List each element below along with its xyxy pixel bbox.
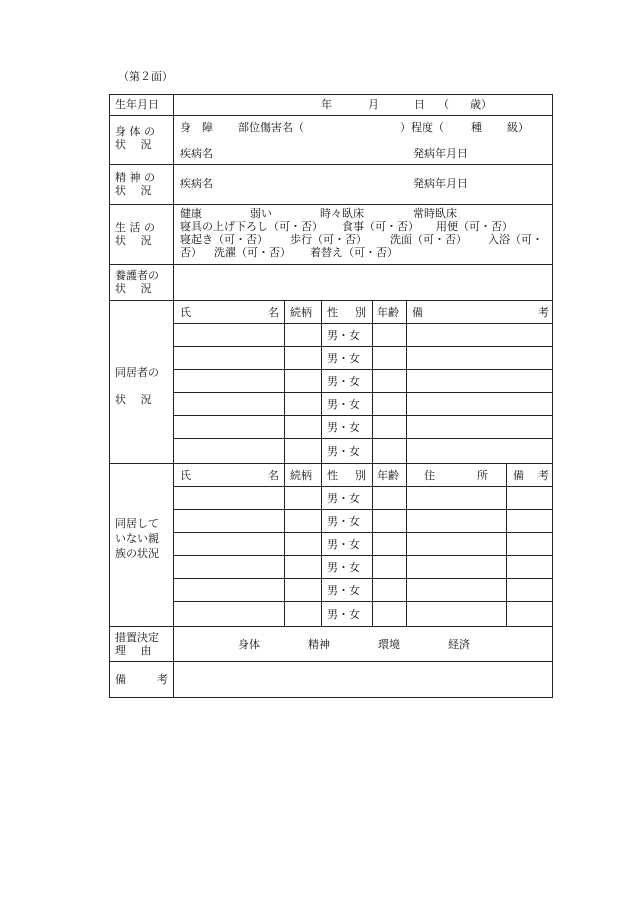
body-disease: 疾病名 <box>180 147 213 160</box>
mental-onset: 発病年月日 <box>413 177 468 190</box>
border-bottom <box>109 697 553 698</box>
row-divider-caregiver <box>109 300 553 301</box>
cohabitant-row-line <box>173 392 553 393</box>
body-grade: 級） <box>507 121 529 134</box>
row-divider-birth <box>109 115 553 116</box>
relative-row-line <box>173 509 553 510</box>
relative-sex-cell: 男・女 <box>327 492 360 505</box>
birth-day: 日 <box>414 98 425 111</box>
cohabitant-col-line <box>372 300 373 463</box>
life-health: 健康 <box>180 207 202 220</box>
life-bathing: 入浴（可・ <box>488 233 543 246</box>
relatives-header-name-left: 氏 <box>180 469 191 482</box>
caregiver-label <box>115 269 169 295</box>
life-getting-up: 寝起き（可・否） <box>180 233 268 246</box>
measure-reason-label <box>115 631 169 657</box>
measure-reason-label-line1: 措置決定 <box>115 631 159 644</box>
relative-sex-cell: 男・女 <box>327 561 360 574</box>
cohabitants-label-line2: 状 況 <box>115 393 152 406</box>
cohabitant-row-line <box>173 369 553 370</box>
relative-col-line <box>406 463 407 626</box>
cohabitant-sex-cell: 男・女 <box>327 445 360 458</box>
relative-row-line <box>173 601 553 602</box>
border-right <box>552 94 553 698</box>
body-kind: 種 <box>471 121 482 134</box>
relative-row-line <box>173 578 553 579</box>
cohabitant-col-line <box>406 300 407 463</box>
row-divider-life <box>109 264 553 265</box>
relatives-header-age: 年齢 <box>377 469 399 482</box>
relatives-header-sex-right: 別 <box>355 469 366 482</box>
assessment-form <box>109 94 553 698</box>
cohabitant-row-line <box>173 415 553 416</box>
row-divider-relatives <box>109 626 553 627</box>
relatives-header-address-left: 住 <box>424 469 435 482</box>
birth-month: 月 <box>368 98 379 111</box>
cohabitants-header-sex-right: 別 <box>355 306 366 319</box>
cohabitants-header-name-right: 名 <box>268 306 279 319</box>
border-top <box>109 94 553 95</box>
cohabitant-row-line <box>173 346 553 347</box>
relatives-label <box>115 516 169 561</box>
cohabitants-header-notes-left: 備 <box>412 306 423 319</box>
life-laundry: 洗濯（可・否） <box>214 246 291 259</box>
relatives-label-line1: 同居して <box>115 517 159 530</box>
relative-row-line <box>173 486 553 487</box>
cohabitant-sex-cell: 男・女 <box>327 421 360 434</box>
row-divider-body <box>109 164 553 165</box>
cohabitant-col-line <box>284 300 285 463</box>
relative-sex-cell: 男・女 <box>327 584 360 597</box>
cohabitants-label <box>115 359 169 413</box>
cohabitant-row-line <box>173 438 553 439</box>
body-disability: 身 障 <box>180 121 213 134</box>
remarks-label-left: 備 <box>115 673 126 686</box>
cohabitant-sex-cell: 男・女 <box>327 375 360 388</box>
cohabitants-header-relation: 続柄 <box>290 306 312 319</box>
row-divider-measure <box>109 661 553 662</box>
relatives-header-name-right: 名 <box>268 469 279 482</box>
body-onset: 発病年月日 <box>413 147 468 160</box>
mental-disease: 疾病名 <box>180 177 213 190</box>
life-bedding: 寝具の上げ下ろし（可・否） <box>180 220 323 233</box>
relatives-header-address-right: 所 <box>477 469 488 482</box>
relative-col-line <box>506 463 507 626</box>
mental-status-label-line1: 精 神 の <box>115 171 155 184</box>
relative-col-line <box>372 463 373 626</box>
reason-physical: 身体 <box>238 638 260 651</box>
relatives-label-line2: いない親 <box>115 532 159 545</box>
relatives-label-line3: 族の状況 <box>115 547 159 560</box>
life-status-label <box>115 221 169 247</box>
cohabitant-sex-cell: 男・女 <box>327 352 360 365</box>
life-always-bed: 常時臥床 <box>413 207 457 220</box>
cohabitant-sex-cell: 男・女 <box>327 398 360 411</box>
birth-age-open: （ <box>438 98 449 111</box>
birth-age: 歳） <box>470 98 492 111</box>
cohabitant-sex-cell: 男・女 <box>327 329 360 342</box>
life-dressing: 着替え（可・否） <box>310 246 398 259</box>
cohabitants-header-name-left: 氏 <box>180 306 191 319</box>
reason-environment: 環境 <box>378 638 400 651</box>
relatives-header-relation: 続柄 <box>290 469 312 482</box>
body-part-close: ）程度（ <box>400 121 444 134</box>
remarks-label-right: 考 <box>157 673 168 686</box>
mental-status-label <box>115 171 169 197</box>
reason-economy: 経済 <box>448 638 470 651</box>
relative-row-line <box>173 532 553 533</box>
cohabitants-header-sex-left: 性 <box>327 306 338 319</box>
birth-year: 年 <box>321 98 332 111</box>
mental-status-label-line2: 状 況 <box>115 184 152 197</box>
cohabitants-header-notes-right: 考 <box>538 306 549 319</box>
relatives-header-sex-left: 性 <box>327 469 338 482</box>
cohabitants-header-age: 年齢 <box>377 306 399 319</box>
relatives-header-notes-right: 考 <box>538 469 549 482</box>
body-status-label-line1: 身 体 の <box>115 125 155 138</box>
relative-row-line <box>173 555 553 556</box>
cohabitant-col-line <box>321 300 322 463</box>
life-weak: 弱い <box>250 207 272 220</box>
life-sometimes-bed: 時々臥床 <box>320 207 364 220</box>
cohabitant-row-line <box>173 323 553 324</box>
measure-reason-label-line2: 理 由 <box>115 644 152 657</box>
life-status-label-line1: 生 活 の <box>115 221 155 234</box>
relative-sex-cell: 男・女 <box>327 608 360 621</box>
caregiver-label-line1: 養護者の <box>115 269 159 282</box>
life-walking: 歩行（可・否） <box>290 233 367 246</box>
life-washing-face: 洗面（可・否） <box>390 233 467 246</box>
page-label: （第２面） <box>118 70 173 83</box>
birth-label: 生年月日 <box>115 98 159 111</box>
life-status-label-line2: 状 況 <box>115 234 152 247</box>
body-part-injury: 部位傷害名（ <box>238 121 304 134</box>
relative-col-line <box>321 463 322 626</box>
relative-sex-cell: 男・女 <box>327 538 360 551</box>
label-column-divider <box>173 94 174 698</box>
body-status-label-line2: 状 況 <box>115 138 152 151</box>
relative-sex-cell: 男・女 <box>327 515 360 528</box>
row-divider-cohabitants <box>109 463 553 464</box>
body-status-label <box>115 125 169 151</box>
row-divider-mental <box>109 204 553 205</box>
cohabitants-label-line1: 同居者の <box>115 366 159 379</box>
reason-mental: 精神 <box>308 638 330 651</box>
border-left <box>109 94 110 698</box>
relatives-header-notes-left: 備 <box>513 469 524 482</box>
caregiver-label-line2: 状 況 <box>115 282 152 295</box>
relative-col-line <box>284 463 285 626</box>
life-eating: 食事（可・否） <box>342 220 419 233</box>
life-bathing-end: 否） <box>180 246 202 259</box>
life-toilet: 用便（可・否） <box>436 220 513 233</box>
